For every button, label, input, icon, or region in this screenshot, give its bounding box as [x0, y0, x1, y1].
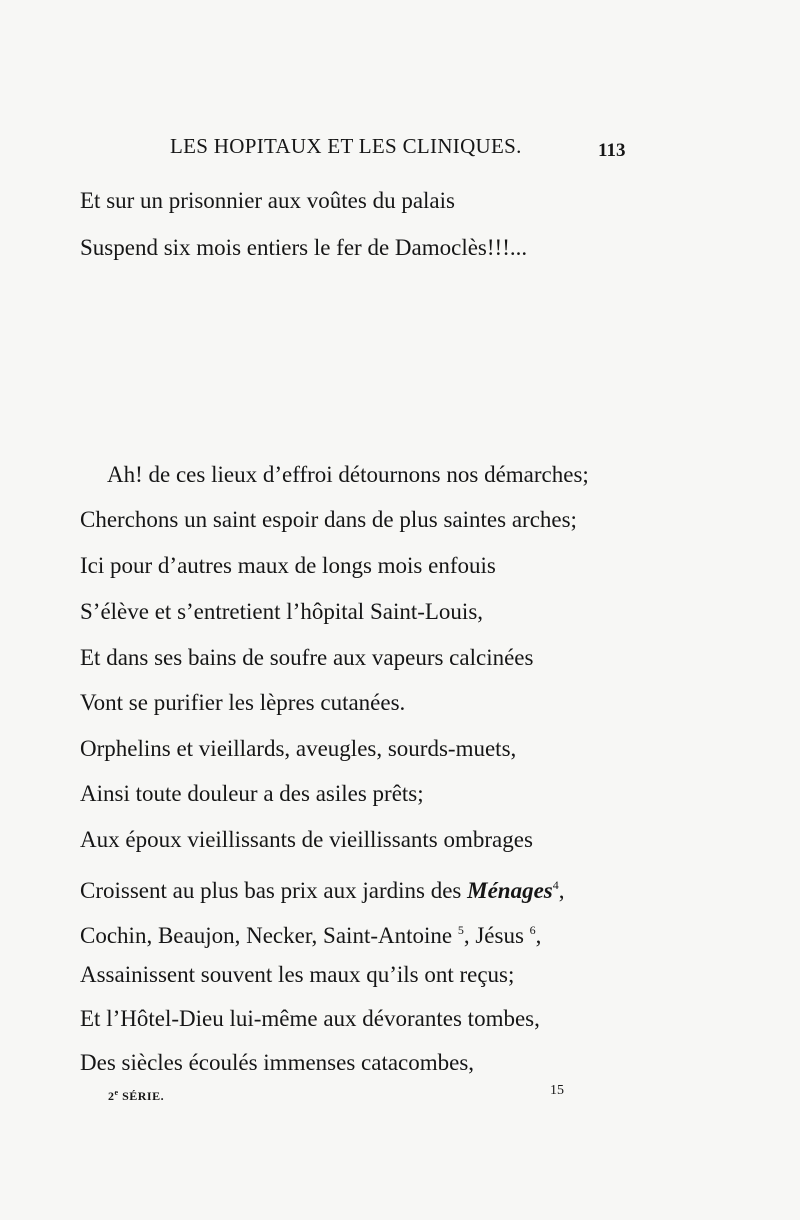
sheet-number: 15: [550, 1083, 564, 1098]
verse-line: Assainissent souvent les maux qu’ils ont reçus;: [80, 962, 515, 987]
verse-line: Et dans ses bains de soufre aux vapeurs calcinées: [80, 645, 534, 670]
verse-line: Ici pour d’autres maux de longs mois enfouis: [80, 553, 496, 578]
signature-superscript: e: [114, 1088, 119, 1097]
stanza-first-line: Ah! de ces lieux d’effroi détournons nos démarches;: [107, 462, 589, 487]
page-number: 113: [598, 140, 626, 161]
verse-line: Vont se purifier les lèpres cutanées.: [80, 690, 406, 715]
footnote-marker: 6: [529, 923, 536, 937]
running-head: LES HOPITAUX ET LES CLINIQUES.: [170, 134, 522, 158]
signature-mark: [108, 1088, 164, 1104]
verse-line: Ainsi toute douleur a des asiles prêts;: [80, 781, 424, 806]
verse-line: S’élève et s’entretient l’hôpital Saint-Louis,: [80, 599, 484, 624]
verse-line: Orphelins et vieillards, aveugles, sourds-muets,: [80, 736, 517, 761]
footnote-marker: 5: [457, 923, 464, 937]
verse-text: ,: [558, 878, 565, 903]
verse-line: [80, 915, 541, 951]
verse-line: Et l’Hôtel-Dieu lui-même aux dévorantes tombes,: [80, 1006, 540, 1031]
footnote-marker: 4: [552, 878, 559, 892]
verse-text: ,: [535, 923, 542, 948]
verse-text: Cochin, Beaujon, Necker, Saint-Antoine: [80, 923, 458, 948]
signature-number: 2: [108, 1089, 115, 1103]
signature-label: SÉRIE.: [122, 1089, 165, 1103]
verse-line: Suspend six mois entiers le fer de Damoclès!!!...: [80, 235, 528, 260]
verse-line: Des siècles écoulés immenses catacombes,: [80, 1050, 475, 1075]
verse-line: Cherchons un saint espoir dans de plus saintes arches;: [80, 507, 577, 532]
verse-line: Et sur un prisonnier aux voûtes du palais: [80, 188, 455, 213]
verse-text: Croissent au plus bas prix aux jardins des: [80, 878, 468, 903]
verse-line: Aux époux vieillissants de vieillissants ombrages: [80, 827, 533, 852]
verse-line: [80, 870, 565, 906]
verse-text: , Jésus: [463, 923, 530, 948]
italic-title: Ménages: [467, 878, 553, 903]
